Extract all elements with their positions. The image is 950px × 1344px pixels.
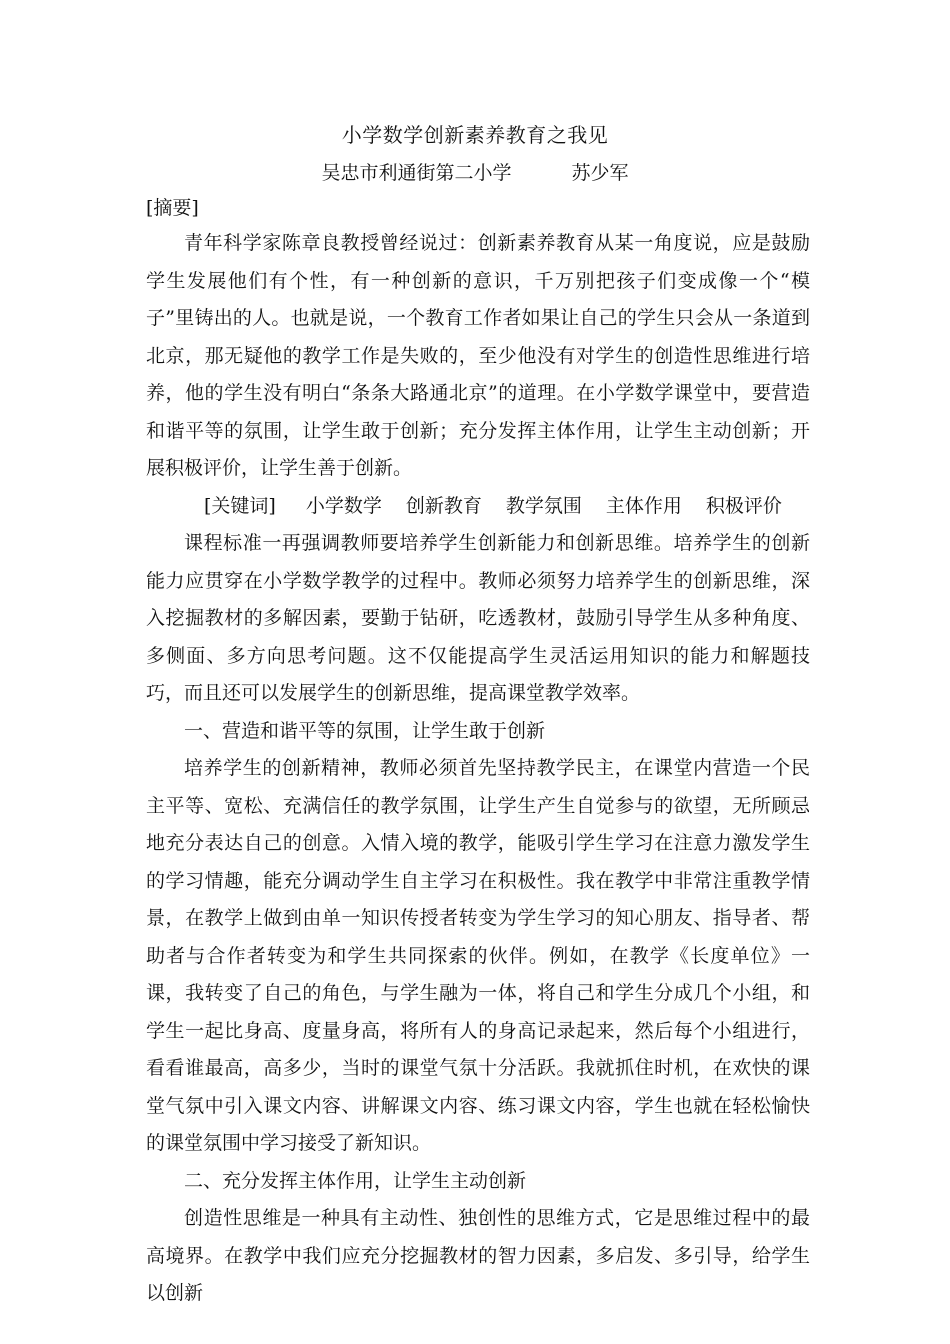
section-paragraph: 培养学生的创新精神，教师必须首先坚持教学民主，在课堂内营造一个民主平等、宽松、充满信任的教学氛围，让学生产生自觉参与的欲望，无所顾忌地充分表达自己的创意。入情入境的教学，能吸引学生学习在注意力激发学生的学习情趣，能充分调动学生自主学习在积极性。我在教学中非常注重教学情景，在教学上做到由单一知识传授者转变为学生学习的知心朋友、指导者、帮助者与合作者转变为和学生共同探索的伙伴。例如，在教学《长度单位》一课，我转变了自己的角色，与学生融为一体，将自己和学生分成几个小组，和学生一起比身高、度量身高，将所有人的身高记录起来，然后每个小组进行，看看谁最高，高多少，当时的课堂气氛十分活跃。我就抓住时机，在欢快的课堂气氛中引入课文内容、讲解课文内容、练习课文内容，学生也就在轻松愉快的课堂氛围中学习接受了新知识。 (146, 757, 810, 1154)
keyword: 小学数学 (305, 494, 382, 517)
section-heading: 一、营造和谐平等的氛围，让学生敢于创新 (184, 719, 546, 742)
keywords-line (146, 488, 810, 526)
document-title: 小学数学创新素养教育之我见 (341, 123, 609, 147)
keyword: 积极评价 (705, 494, 782, 517)
keyword: 教学氛围 (505, 494, 582, 517)
intro-paragraph: 课程标准一再强调教师要培养学生创新能力和创新思维。培养学生的创新能力应贯穿在小学数学教学的过程中。教师必须努力培养学生的创新思维，深入挖掘教材的多解因素，要勤于钻研，吃透教材，鼓励引导学生从多种角度、多侧面、多方向思考问题。这不仅能提高学生灵活运用知识的能力和解题技巧，而且还可以发展学生的创新思维，提高课堂教学效率。 (146, 532, 810, 704)
section-paragraph: 创造性思维是一种具有主动性、独创性的思维方式，它是思维过程中的最高境界。在教学中我们应充分挖掘教材的智力因素，多启发、多引导，给学生以创新 (146, 1207, 810, 1304)
keyword: 主体作用 (605, 494, 682, 517)
keyword: 创新教育 (405, 494, 482, 517)
section-heading: 二、充分发挥主体作用，让学生主动创新 (184, 1169, 527, 1192)
abstract-label: [摘要] (146, 197, 199, 219)
keywords-label: [关键词] (204, 494, 276, 517)
byline (0, 159, 950, 187)
abstract-paragraph: 青年科学家陈章良教授曾经说过：创新素养教育从某一角度说，应是鼓励学生发展他们有个性，有一种创新的意识，千万别把孩子们变成像一个“模子”里铸出的人。也就是说，一个教育工作者如果让自己的学生只会从一条道到北京，那无疑他的教学工作是失败的，至少他没有对学生的创造性思维进行培养，他的学生没有明白“条条大路通北京”的道理。在小学数学课堂中，要营造和谐平等的氛围，让学生敢于创新；充分发挥主体作用，让学生主动创新；开展积极评价，让学生善于创新。 (146, 232, 810, 479)
school-name: 吴忠市利通街第二小学 (321, 162, 512, 184)
document-body (146, 195, 810, 1313)
author-name: 苏少军 (571, 162, 629, 184)
